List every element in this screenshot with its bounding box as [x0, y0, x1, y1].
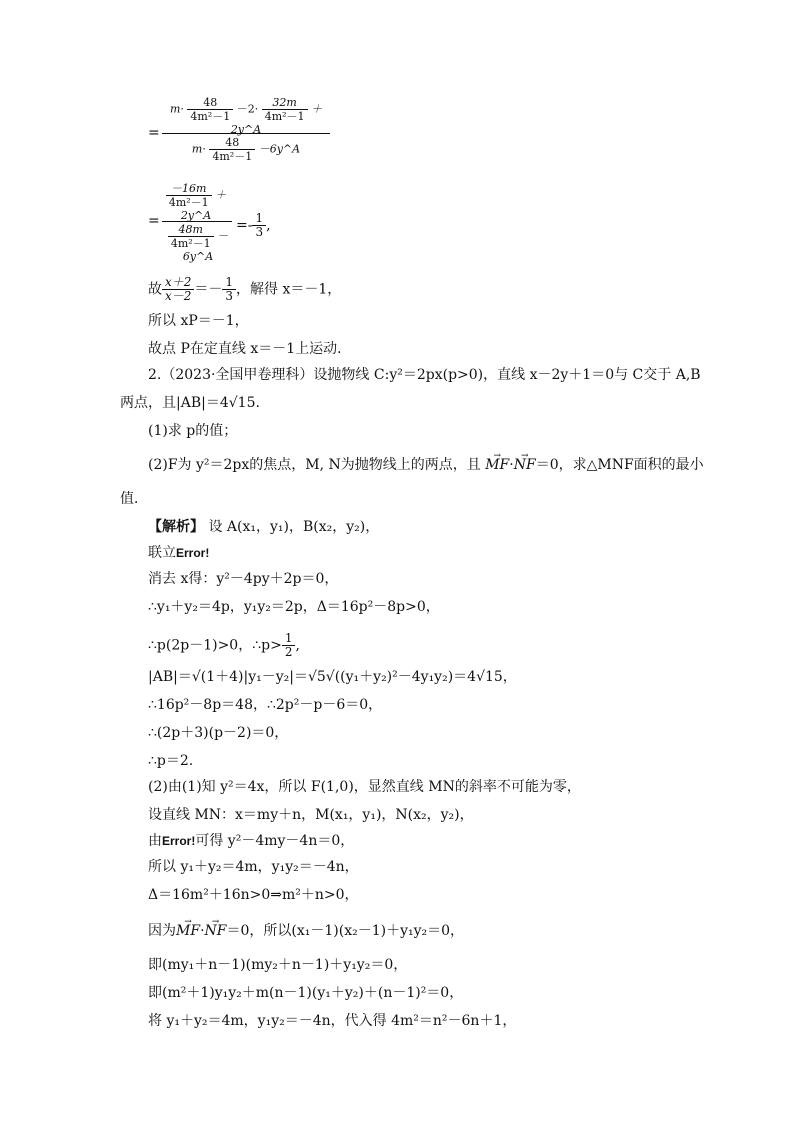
- text-line: |AB|＝√(1＋4)|y₁－y₂|＝√5√((y₁＋y₂)²－4y₁y₂)＝4√15，: [148, 669, 517, 685]
- text-line: (2)由(1)知 y²＝4x，所以 F(1,0)，显然直线 MN的斜率不可能为零，: [148, 779, 581, 795]
- numerator-1: m· $\frac{48}{\text{4m²－1}}$ －2· $\frac{32m}{\text{4m²－1}}$ ＋2y^A: [169, 96, 323, 136]
- denominator-2: $\frac{48m}{\text{4m²－1}}$ －6y^A: [160, 223, 236, 263]
- vector-mf: → MF: [485, 456, 509, 474]
- error-text: Error!: [176, 546, 210, 560]
- question-2-part-2: (2)F为 y²＝2px的焦点，M, N为抛物线上的两点，且 → MF·→ NF＝0，求△MNF面积的最小: [148, 456, 704, 474]
- text-line: 由Error!可得 y²－4my－4n＝0，: [148, 833, 355, 849]
- text-line: 消去 x得：y²－4py＋2p＝0，: [148, 571, 339, 587]
- text-line: 所以 xP＝－1，: [148, 313, 249, 329]
- vector-nf: → NF: [205, 922, 227, 940]
- error-text: Error!: [162, 834, 196, 848]
- text-line: ∴(2p＋3)(p－2)＝0，: [148, 725, 289, 741]
- question-2-part-1: (1)求 p的值；: [148, 423, 238, 439]
- text-line: 因为→ MF·→ NF＝0，所以(x₁－1)(x₂－1)＋y₁y₂＝0，: [148, 922, 464, 940]
- text-line: ∴16p²－8p＝48，∴2p²－p－6＝0，: [148, 697, 383, 713]
- solution-start: 【解析】 设 A(x₁，y₁)，B(x₂，y₂)，: [148, 519, 380, 535]
- numerator-2: $\frac{-16m}{\text{4m²－1}}$ ＋2y^A: [160, 182, 232, 222]
- denominator-1: m· $\frac{48}{\text{4m²－1}}$ －6y^A: [191, 136, 301, 163]
- vector-mf: → MF: [176, 922, 200, 940]
- fraction-bar: [162, 221, 232, 222]
- text-line: 将 y₁＋y₂＝4m，y₁y₂＝－4n，代入得 4m²＝n²－6n＋1，: [148, 1013, 517, 1029]
- text-line: 故点 P在定直线 x＝－1上运动．: [148, 341, 352, 357]
- text-line: Δ＝16m²＋16n>0⇒m²＋n>0，: [148, 887, 359, 903]
- frac-32m: $\frac{32m}{\text{4m²－1}}$: [262, 96, 308, 123]
- equals-sign: =: [148, 125, 160, 141]
- text-line: ∴p＝2.: [148, 753, 194, 769]
- text-line: 即(m²＋1)y₁y₂＋m(n－1)(y₁＋y₂)＋(n－1)²＝0，: [148, 985, 464, 1001]
- text-line: ∴y₁＋y₂＝4p，y₁y₂＝2p，Δ＝16p²－8p>0，: [148, 599, 440, 615]
- text-line: 即(my₁＋n－1)(my₂＋n－1)＋y₁y₂＝0，: [148, 957, 408, 973]
- vector-nf: → NF: [514, 456, 536, 474]
- text-line: ∴p(2p－1)>0，∴p> $\frac{1}{2}$ ,: [148, 631, 300, 659]
- frac-48: $\frac{48}{\text{4m²－1}}$: [187, 96, 233, 123]
- text-line: 设直线 MN：x＝my＋n，M(x₁，y₁)，N(x₂，y₂)，: [148, 807, 474, 823]
- fraction-bar: [162, 133, 330, 134]
- question-2-header: 2.（2023·全国甲卷理科）设抛物线 C:y²＝2px(p>0)，直线 x－2y＋1＝0与 C交于 A,B: [148, 367, 701, 383]
- question-2-part-2-cont: 值．: [120, 491, 148, 507]
- solution-tag: 【解析】: [148, 519, 204, 535]
- text-line: 联立Error!: [148, 545, 210, 561]
- conclusion-line-1: 故 $\frac{x+2}{x-2}$ ＝－ $\frac{1}{3}$ ，解得 x＝－1，: [148, 275, 342, 303]
- question-2-continuation: 两点，且|AB|＝4√15.: [120, 395, 260, 411]
- text-line: 所以 y₁＋y₂＝4m，y₁y₂＝－4n，: [148, 859, 359, 875]
- document-page: = m· $\frac{48}{\text{4m²－1}}$ －2· $\frac{32m}{\text{4m²－1}}$ ＋2y^A m· $\frac{48}{\text{4m²－1}}$ －6y^A = $\frac{-16m}{\text{4m²－1}}$ ＋2y^A $\frac{48m}{\text{4m²－1}}$ －6y^A =- $\frac{1}{3}$ , 故 $\frac{x+2}{x-2}$ ＝－ $\frac{1}{3}$ ，解得 x＝－1， 所以 xP＝－1， 故点 P在定直线 x＝－1上运动． 2.（2023·全国甲卷理科）设抛物线 C:y²＝2px(p>0)，直线 x－2y＋1＝0与 C交于 A,B 两点，且|AB|＝4√15. (1)求 p的值； (2)F为 y²＝2px的焦点，M, N为抛物线上的两点，且 → MF·→ NF＝0，求△MNF面积的最小 值． 【解析】 设 A(x₁，y₁)，B(x₂，y₂)， 联立Error! 消去 x得：y²－4py＋2p＝0， ∴y₁＋y₂＝4p，y₁y₂＝2p，Δ＝16p²－8p>0， ∴p(2p－1)>0，∴p> $\frac{1}{2}$ , |AB|＝√(1＋4)|y₁－y₂|＝√5√((y₁＋y₂)²－4y₁y₂)＝4√15， ∴16p²－8p＝48，∴2p²－p－6＝0， ∴(2p＋3)(p－2)＝0， ∴p＝2. (2)由(1)知 y²＝4x，所以 F(1,0)，显然直线 MN的斜率不可能为零， 设直线 MN：x＝my＋n，M(x₁，y₁)，N(x₂，y₂)， 由Error!可得 y²－4my－4n＝0， 所以 y₁＋y₂＝4m，y₁y₂＝－4n， Δ＝16m²＋16n>0⇒m²＋n>0， 因为→ MF·→ NF＝0，所以(x₁－1)(x₂－1)＋y₁y₂＝0， 即(my₁＋n－1)(my₂＋n－1)＋y₁y₂＝0， 即(m²＋1)y₁y₂＋m(n－1)(y₁＋y₂)＋(n－1)²＝0， 将 y₁＋y₂＝4m，y₁y₂＝－4n，代入得 4m²＝n²－6n＋1，: [0, 0, 794, 1123]
